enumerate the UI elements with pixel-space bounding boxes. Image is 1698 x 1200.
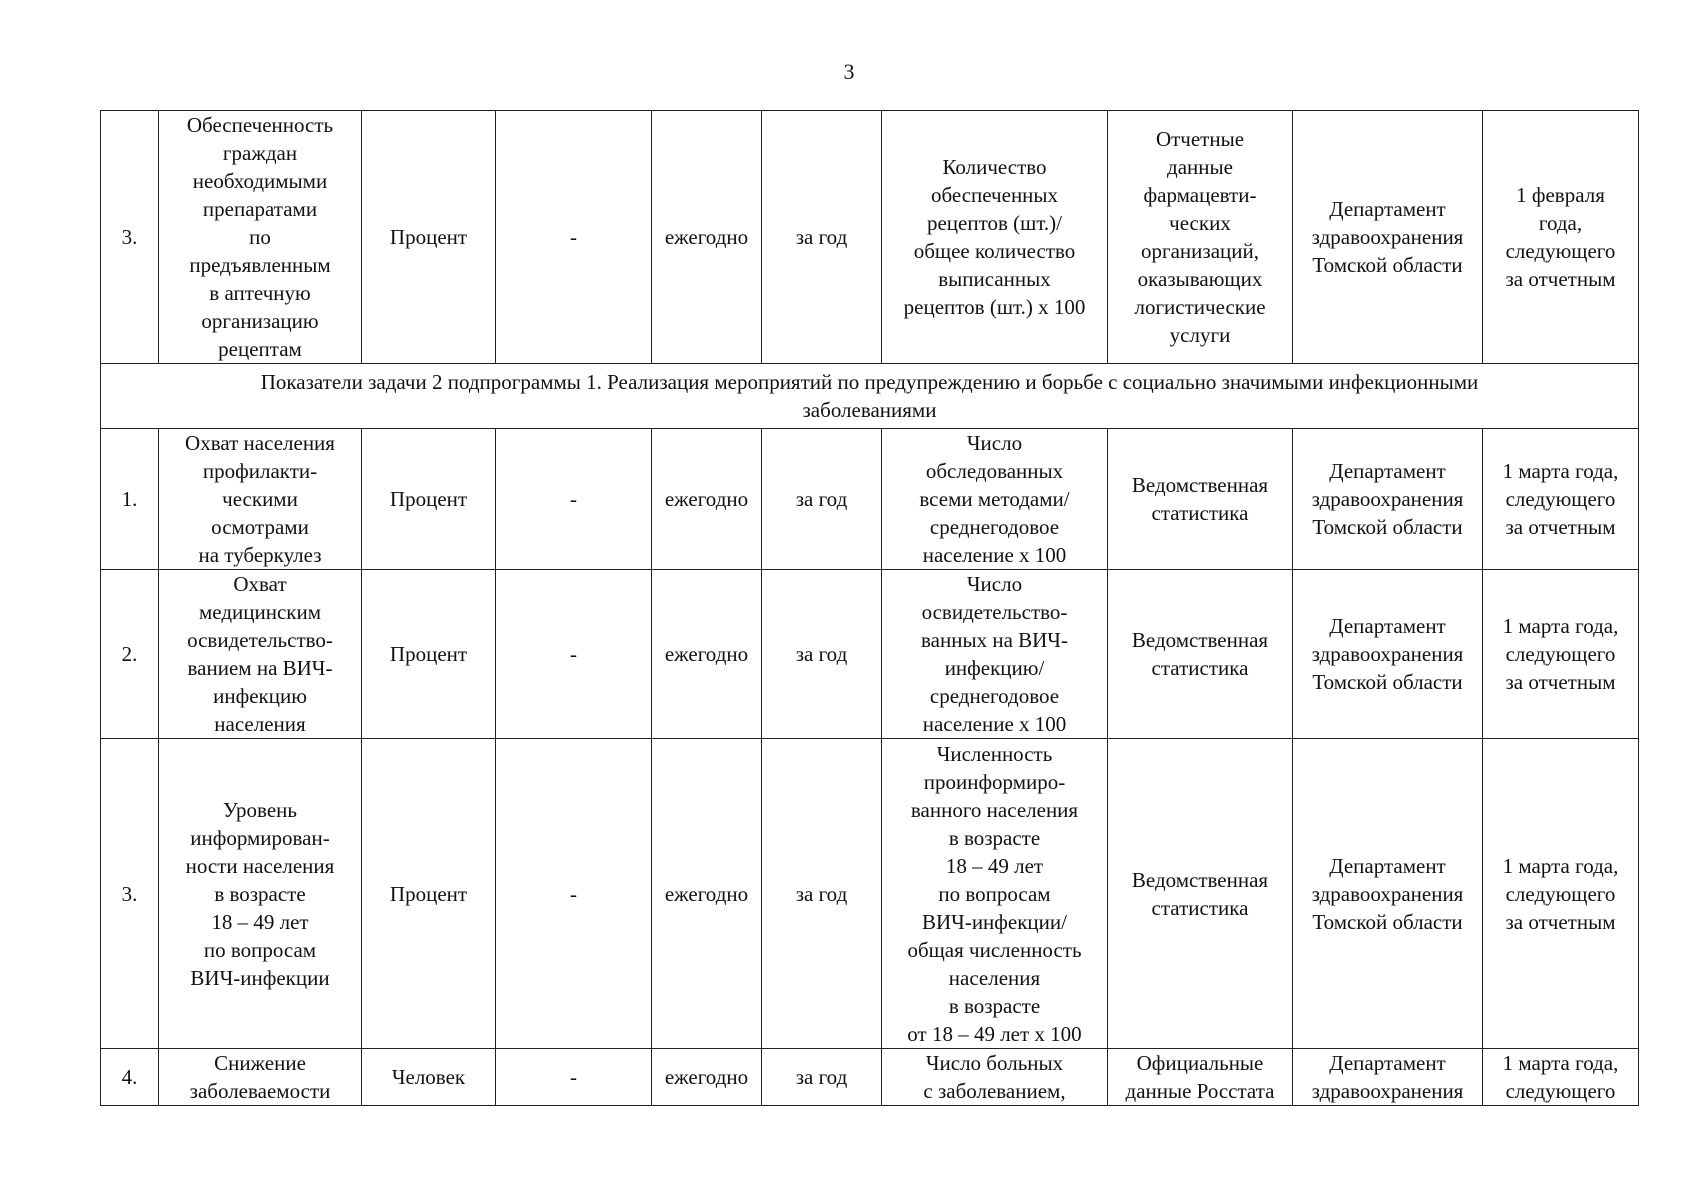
unit-cell: Процент <box>362 739 496 1049</box>
period-cell: за год <box>762 739 882 1049</box>
row-number-cell: 1. <box>101 429 159 570</box>
row-number-cell: 3. <box>101 739 159 1049</box>
indicator-name-cell: Уровень информирован- ности населения в возрасте 18 – 49 лет по вопросам ВИЧ-инфекции <box>159 739 362 1049</box>
unit-cell: Процент <box>362 111 496 364</box>
formula-cell: Число освидетельство- ванных на ВИЧ- инфекцию/ среднегодовое население x 100 <box>882 570 1108 739</box>
deadline-cell: 1 марта года, следующего за отчетным <box>1483 429 1639 570</box>
responsible-cell: Департамент здравоохранения <box>1293 1049 1483 1106</box>
frequency-cell: ежегодно <box>652 429 762 570</box>
deadline-cell: 1 марта года, следующего за отчетным <box>1483 570 1639 739</box>
unit-cell: Процент <box>362 570 496 739</box>
dash-cell: - <box>496 111 652 364</box>
table-row <box>101 739 1639 1049</box>
unit-cell: Человек <box>362 1049 496 1106</box>
indicator-name-cell: Снижение заболеваемости <box>159 1049 362 1106</box>
section-row <box>101 364 1639 429</box>
dash-cell: - <box>496 429 652 570</box>
section-heading: Показатели задачи 2 подпрограммы 1. Реализация мероприятий по предупреждению и борьбе с социально значимыми инфекционными заболеваниями <box>101 364 1639 429</box>
unit-cell: Процент <box>362 429 496 570</box>
table-row <box>101 1049 1639 1106</box>
responsible-cell: Департамент здравоохранения Томской области <box>1293 739 1483 1049</box>
dash-cell: - <box>496 570 652 739</box>
source-cell: Ведомственная статистика <box>1108 429 1293 570</box>
table-row <box>101 111 1639 364</box>
indicator-name-cell: Охват населения профилакти- ческими осмотрами на туберкулез <box>159 429 362 570</box>
responsible-cell: Департамент здравоохранения Томской области <box>1293 111 1483 364</box>
period-cell: за год <box>762 429 882 570</box>
table-row <box>101 570 1639 739</box>
indicators-table <box>100 110 1639 1106</box>
source-cell: Ведомственная статистика <box>1108 739 1293 1049</box>
frequency-cell: ежегодно <box>652 570 762 739</box>
responsible-cell: Департамент здравоохранения Томской области <box>1293 570 1483 739</box>
deadline-cell: 1 марта года, следующего за отчетным <box>1483 739 1639 1049</box>
frequency-cell: ежегодно <box>652 111 762 364</box>
source-cell: Ведомственная статистика <box>1108 570 1293 739</box>
row-number-cell: 3. <box>101 111 159 364</box>
responsible-cell: Департамент здравоохранения Томской области <box>1293 429 1483 570</box>
indicator-name-cell: Обеспеченность граждан необходимыми препаратами по предъявленным в аптечную организацию рецептам <box>159 111 362 364</box>
frequency-cell: ежегодно <box>652 1049 762 1106</box>
formula-cell: Число больных с заболеванием, <box>882 1049 1108 1106</box>
deadline-cell: 1 февраля года, следующего за отчетным <box>1483 111 1639 364</box>
table-row <box>101 429 1639 570</box>
period-cell: за год <box>762 1049 882 1106</box>
source-cell: Официальные данные Росстата <box>1108 1049 1293 1106</box>
page-number: 3 <box>843 59 855 84</box>
formula-cell: Количество обеспеченных рецептов (шт.)/ общее количество выписанных рецептов (шт.) x 100 <box>882 111 1108 364</box>
period-cell: за год <box>762 570 882 739</box>
indicator-name-cell: Охват медицинским освидетельство- ванием на ВИЧ- инфекцию населения <box>159 570 362 739</box>
formula-cell: Число обследованных всеми методами/ среднегодовое население x 100 <box>882 429 1108 570</box>
dash-cell: - <box>496 739 652 1049</box>
formula-cell: Численность проинформиро- ванного населения в возрасте 18 – 49 лет по вопросам ВИЧ-инфекции/ общая численность населения в возрасте от 18 – 49 лет x 100 <box>882 739 1108 1049</box>
frequency-cell: ежегодно <box>652 739 762 1049</box>
row-number-cell: 4. <box>101 1049 159 1106</box>
deadline-cell: 1 марта года, следующего <box>1483 1049 1639 1106</box>
dash-cell: - <box>496 1049 652 1106</box>
source-cell: Отчетные данные фармацевти- ческих организаций, оказывающих логистические услуги <box>1108 111 1293 364</box>
row-number-cell: 2. <box>101 570 159 739</box>
period-cell: за год <box>762 111 882 364</box>
